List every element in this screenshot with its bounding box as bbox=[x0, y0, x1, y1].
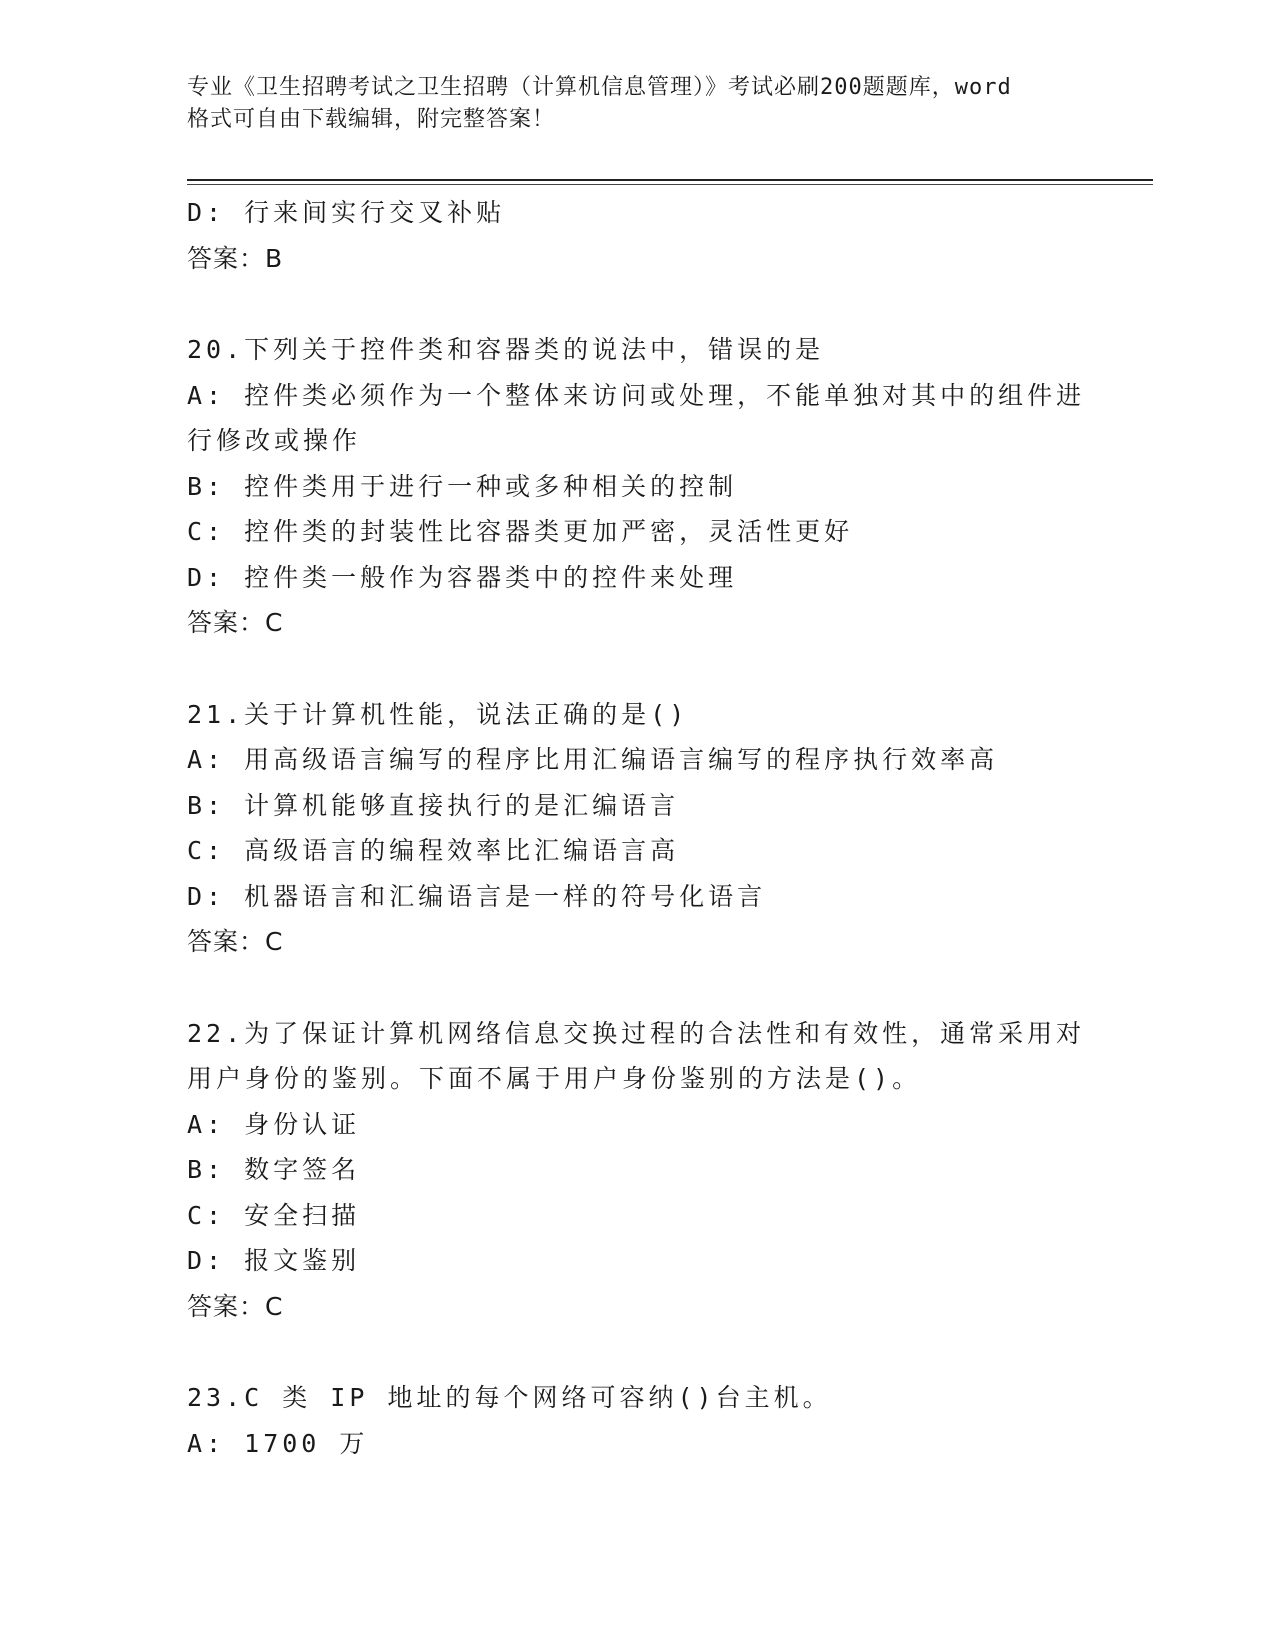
q22-question: 22.为了保证计算机网络信息交换过程的合法性和有效性，通常采用对 bbox=[187, 1018, 1086, 1048]
q21-option-b: B: 计算机能够直接执行的是汇编语言 bbox=[187, 790, 680, 820]
q20-option-a: A: 控件类必须作为一个整体来访问或处理，不能单独对其中的组件进 bbox=[187, 380, 1086, 410]
q21-answer: 答案：C bbox=[187, 927, 284, 956]
document-header bbox=[187, 72, 1107, 136]
spacer bbox=[187, 281, 1087, 327]
q21-option-d: D: 机器语言和汇编语言是一样的符号化语言 bbox=[187, 881, 767, 911]
q20-question: 20.下列关于控件类和容器类的说法中，错误的是 bbox=[187, 335, 825, 364]
q21-option-a: A: 用高级语言编写的程序比用汇编语言编写的程序执行效率高 bbox=[187, 745, 999, 774]
q22-option-d: D: 报文鉴别 bbox=[187, 1246, 361, 1275]
spacer bbox=[187, 965, 1087, 1011]
q22-option-a: A: 身份认证 bbox=[187, 1109, 361, 1139]
prev-option-d: D: 行来间实行交叉补贴 bbox=[187, 198, 506, 227]
spacer bbox=[187, 1329, 1087, 1375]
q22-answer: 答案：C bbox=[187, 1291, 284, 1321]
question-list bbox=[187, 190, 1087, 1466]
q20-option-d: D: 控件类一般作为容器类中的控件来处理 bbox=[187, 562, 738, 592]
q20-answer: 答案：C bbox=[187, 608, 284, 637]
header-rule-thick bbox=[187, 179, 1153, 181]
q20-option-b: B: 控件类用于进行一种或多种相关的控制 bbox=[187, 471, 738, 501]
header-rule-thin bbox=[187, 184, 1153, 185]
q21-option-c: C: 高级语言的编程效率比汇编语言高 bbox=[187, 836, 680, 865]
q22-option-b: B: 数字签名 bbox=[187, 1155, 361, 1184]
prev-answer: 答案：B bbox=[187, 243, 284, 273]
spacer bbox=[187, 646, 1087, 692]
q22-question-cont: 用户身份的鉴别。下面不属于用户身份鉴别的方法是()。 bbox=[187, 1064, 922, 1093]
header-line-1: 专业《卫生招聘考试之卫生招聘（计算机信息管理）》考试必刷200题题库，word bbox=[187, 75, 1012, 100]
q23-option-a: A: 1700 万 bbox=[187, 1428, 369, 1458]
q20-option-c: C: 控件类的封装性比容器类更加严密，灵活性更好 bbox=[187, 517, 854, 546]
q20-option-a-cont: 行修改或操作 bbox=[187, 426, 362, 455]
header-line-2: 格式可自由下载编辑，附完整答案！ bbox=[187, 107, 556, 132]
q23-question: 23.C 类 IP 地址的每个网络可容纳()台主机。 bbox=[187, 1383, 832, 1412]
q21-question: 21.关于计算机性能，说法正确的是() bbox=[187, 699, 689, 729]
q22-option-c: C: 安全扫描 bbox=[187, 1200, 361, 1230]
